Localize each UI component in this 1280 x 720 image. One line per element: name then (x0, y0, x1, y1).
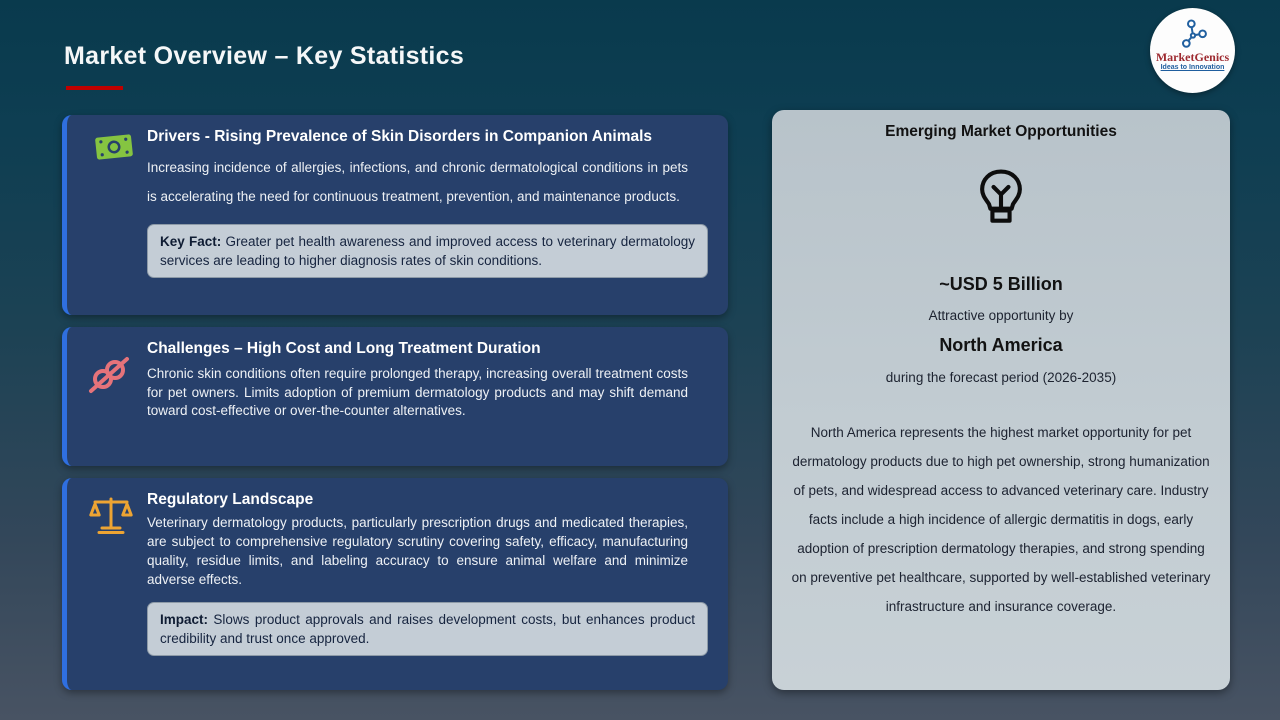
money-icon (91, 129, 137, 170)
logo-tagline: Ideas to Innovation (1160, 64, 1225, 71)
panel-title: Emerging Market Opportunities (885, 123, 1117, 140)
opportunity-region: North America (939, 335, 1063, 355)
card-challenges (62, 327, 728, 466)
card-title: Drivers - Rising Prevalence of Skin Disorders in Companion Animals (147, 128, 653, 145)
card-regulatory (62, 478, 728, 690)
page-title: Market Overview – Key Statistics (64, 42, 465, 70)
opportunity-period: during the forecast period (2026-2035) (885, 370, 1117, 385)
key-fact-box (147, 224, 708, 278)
impact-box (147, 602, 708, 656)
scales-icon (89, 494, 133, 541)
card-body: Veterinary dermatology products, particularly prescription drugs and medicated therapies, are subject to comprehensive regulatory scrutiny covering safety, efficacy, manufacturing quality, residue limits, and labeling accuracy to ensure animal welfare and minimize adverse effects. (147, 515, 688, 587)
key-fact-text: Greater pet health awareness and improved access to veterinary dermatology services are leading to higher diagnosis rates of skin conditions. (160, 234, 695, 268)
logo-brand: MarketGenics (1155, 50, 1230, 64)
opportunity-subtitle: Attractive opportunity by (928, 308, 1074, 323)
lightbulb-icon (772, 167, 1230, 236)
card-body: Chronic skin conditions often require prolonged therapy, increasing overall treatment costs for pet owners. Limits adoption of premium dermatology products and may shift demand toward cost-effective or over-the-counter alternatives. (147, 366, 688, 418)
opportunity-value: ~USD 5 Billion (939, 274, 1063, 294)
broken-link-icon (85, 353, 133, 402)
card-drivers (62, 115, 728, 315)
impact-text: Slows product approvals and raises development costs, but enhances product credibility and trust once approved. (160, 612, 695, 646)
opportunity-description: North America represents the highest market opportunity for pet dermatology products due to high pet ownership, strong humanization of pets, and widespread access to advanced veterinary care. Industry facts include a high incidence of allergic dermatitis in dogs, early adoption of prescription dermatology therapies, and strong spending on preventive pet healthcare, supported by well-established veterinary infrastructure and insurance coverage. (791, 425, 1211, 614)
impact-label: Impact: (160, 612, 209, 627)
logo (1150, 8, 1235, 93)
card-title: Regulatory Landscape (147, 491, 314, 508)
card-title: Challenges – High Cost and Long Treatment Duration (147, 340, 541, 357)
key-fact-label: Key Fact: (160, 234, 222, 249)
title-underline (66, 86, 123, 90)
emerging-opportunities-panel (772, 110, 1230, 690)
card-body: Increasing incidence of allergies, infections, and chronic dermatological conditions in pets is accelerating the need for continuous treatment, prevention, and maintenance products. (147, 160, 688, 204)
